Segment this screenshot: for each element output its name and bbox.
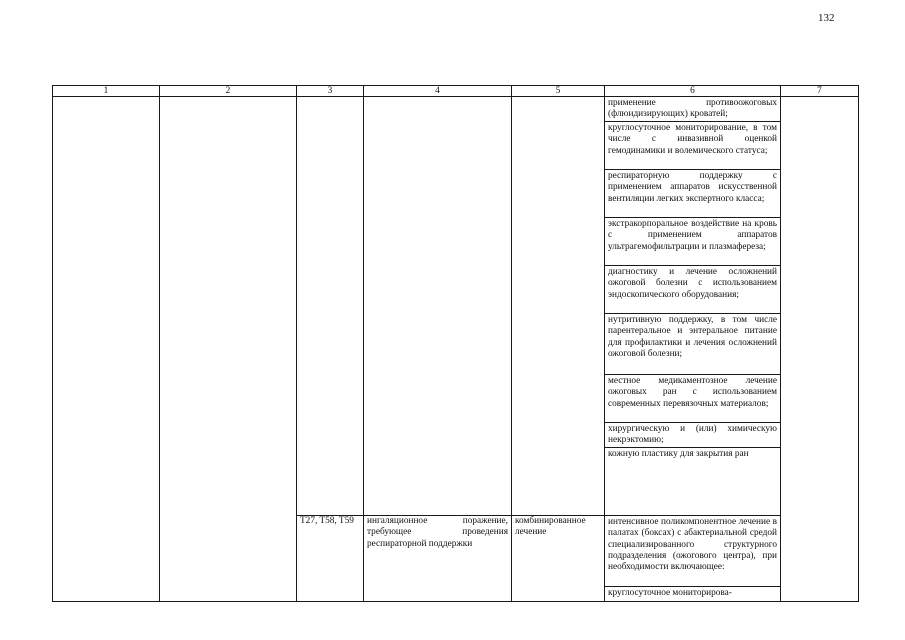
header-col-3: 3	[297, 86, 364, 97]
treatment-item: интенсивное поликомпонентное лечение в палатах (боксах) с абактериальной средой специализированного структурного подразделения (ожогового центра), при необходимости включающее:	[605, 516, 780, 587]
cell-col-2	[160, 97, 297, 602]
header-col-5: 5	[512, 86, 605, 97]
treatment-item: круглосуточное мониторирование, в том числе с инвазивной оценкой гемодинамики и волемического статуса;	[605, 122, 780, 170]
cell-col-3-empty	[297, 97, 364, 516]
header-col-7: 7	[781, 86, 859, 97]
diagnosis-code: T27, T58, T59	[297, 515, 364, 601]
table-row	[53, 97, 859, 516]
treatment-item: местное медикаментозное лечение ожоговых ран с использованием современных перевязочных материалов;	[605, 375, 780, 423]
treatment-item: кожную пластику для закрытия ран	[608, 449, 749, 460]
header-col-6: 6	[605, 86, 781, 97]
cell-col-4-empty	[364, 97, 512, 516]
cell-col-6-list	[605, 97, 781, 516]
page-number: 132	[818, 12, 835, 24]
header-col-1: 1	[53, 86, 160, 97]
treatment-item: хирургическую и (или) химическую некрэктомию;	[605, 423, 780, 448]
treatment-table	[52, 85, 859, 602]
cell-col-6-method	[605, 515, 781, 601]
treatment-item: применение противоожоговых (флюидизирующих) кроватей;	[605, 97, 780, 122]
header-col-2: 2	[160, 86, 297, 97]
treatment-item: респираторную поддержку с применением аппаратов искусственной вентиляции легких экспертного класса;	[605, 170, 780, 218]
treatment-item: нутритивную поддержку, в том числе парентеральное и энтеральное питание для профилактики и лечения осложнений ожоговой болезни;	[605, 314, 780, 375]
treatment-item: диагностику и лечение осложнений ожоговой болезни с использованием эндоскопического оборудования;	[605, 266, 780, 314]
header-col-4: 4	[364, 86, 512, 97]
treatment-type: комбинированное лечение	[512, 515, 605, 601]
treatment-item: круглосуточное мониторирова-	[608, 587, 732, 598]
cell-col-1	[53, 97, 160, 602]
cell-col-7	[781, 97, 859, 602]
cell-col-5-empty	[512, 97, 605, 516]
disease-description: ингаляционное поражение, требующее проведения респираторной поддержки	[364, 515, 512, 601]
table-header-row	[53, 86, 859, 97]
treatment-item: экстракорпоральное воздействие на кровь с применением аппаратов ультрагемофильтрации и плазмафереза;	[605, 218, 780, 266]
